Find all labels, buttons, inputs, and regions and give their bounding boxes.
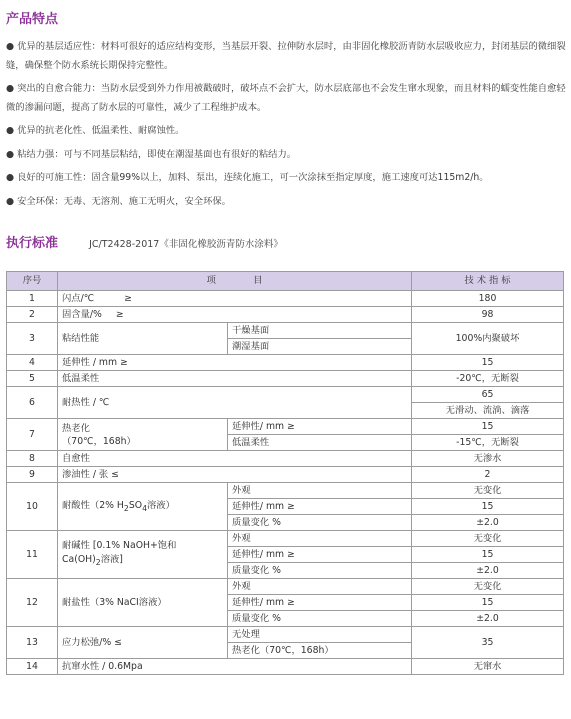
- table-row: 14 抗窜水性 / 0.6Mpa 无窜水: [7, 659, 564, 675]
- standard-title: 执行标准: [6, 236, 59, 251]
- standard-code: JC/T2428-2017《非固化橡胶沥青防水涂料》: [89, 239, 283, 250]
- bullet-icon: ●: [6, 148, 15, 160]
- table-row: 12 耐盐性（3% NaCI溶液） 外观 无变化: [7, 579, 564, 595]
- table-row: 潮湿基面: [7, 339, 564, 355]
- standard-heading: [6, 232, 283, 251]
- table-row: 延伸性/ mm ≥ 15: [7, 547, 564, 563]
- table-row: 8 自愈性 无渗水: [7, 451, 564, 467]
- bullet-icon: ●: [6, 83, 15, 94]
- table-row: 延伸性/ mm ≥ 15: [7, 595, 564, 611]
- features-list: [6, 38, 566, 216]
- bullet-icon: ●: [6, 172, 15, 183]
- table-row: 质量变化 % ±2.0: [7, 611, 564, 627]
- header-spec: 技 术 指 标: [412, 272, 564, 291]
- table-row: 13 应力松弛/% ≤ 无处理 35: [7, 627, 564, 643]
- table-row: 4 延伸性 / mm ≥ 15: [7, 355, 564, 371]
- bullet-icon: ●: [6, 125, 15, 136]
- feature-item: ● 安全环保：无毒、无溶剂、施工无明火，安全环保。: [6, 195, 231, 207]
- table-row: 延伸性/ mm ≥ 15: [7, 499, 564, 515]
- table-row: 质量变化 % ±2.0: [7, 563, 564, 579]
- table-row: 11 耐碱性 [0.1% NaOH+饱和 $Ca(OH)_2$溶液] 外观 无变化: [7, 531, 564, 547]
- feature-item: ● 良好的可施工性：固含量99%以上，加料、泵出，连续化施工，可一次涂抹至指定厚度，施工速度可达115m2/h。: [6, 172, 489, 183]
- table-row: 热老化（70℃，168h）: [7, 643, 564, 659]
- table-row: 2 固含量/% ≥ 98: [7, 307, 564, 323]
- table-row: 10 耐酸性（2% $H_2SO_4$溶液） 外观 无变化: [7, 483, 564, 499]
- product-features-title: 产品特点: [6, 12, 59, 27]
- spec-table: [6, 271, 564, 675]
- feature-item: ● 突出的自愈合能力：当防水层受到外力作用被戳破时，破坏点不会扩大，防水层底部也不会发生窜水现象，而且材料的蠕变性能自愈轻微的渗漏问题，提高了防水层的可靠性，减少了工程维护成本。: [6, 83, 566, 113]
- table-row: 5 低温柔性 -20℃，无断裂: [7, 371, 564, 387]
- table-row: 质量变化 % ±2.0: [7, 515, 564, 531]
- table-row: 1 闪点/℃ ≥ 180: [7, 291, 564, 307]
- table-row: 无滑动、流淌、滴落: [7, 403, 564, 419]
- table-header-row: [7, 272, 564, 291]
- bullet-icon: ●: [6, 41, 15, 52]
- table-row: 7 热老化 （70℃，168h） 延伸性/ mm ≥ 15: [7, 419, 564, 435]
- header-item: 项 目: [58, 272, 412, 291]
- bullet-icon: ●: [6, 195, 15, 207]
- feature-item: ● 粘结力强：可与不同基层粘结，即使在潮湿基面也有很好的粘结力。: [6, 148, 297, 160]
- feature-item: ● 优异的基层适应性：材料可很好的适应结构变形，当基层开裂、拉伸防水层时，由非固化橡胶沥青防水层吸收应力，封闭基层的微细裂缝，确保整个防水系统长期保持完整性。: [6, 41, 566, 71]
- table-row: 9 渗油性 / 张 ≤ 2: [7, 467, 564, 483]
- table-row: 低温柔性 -15℃，无断裂: [7, 435, 564, 451]
- table-row: 3 粘结性能 干燥基面 100%内聚破坏: [7, 323, 564, 339]
- feature-item: ● 优异的抗老化性、低温柔性、耐腐蚀性。: [6, 125, 185, 136]
- table-row: 6 耐热性 / ℃ 65: [7, 387, 564, 403]
- header-no: 序号: [7, 272, 58, 291]
